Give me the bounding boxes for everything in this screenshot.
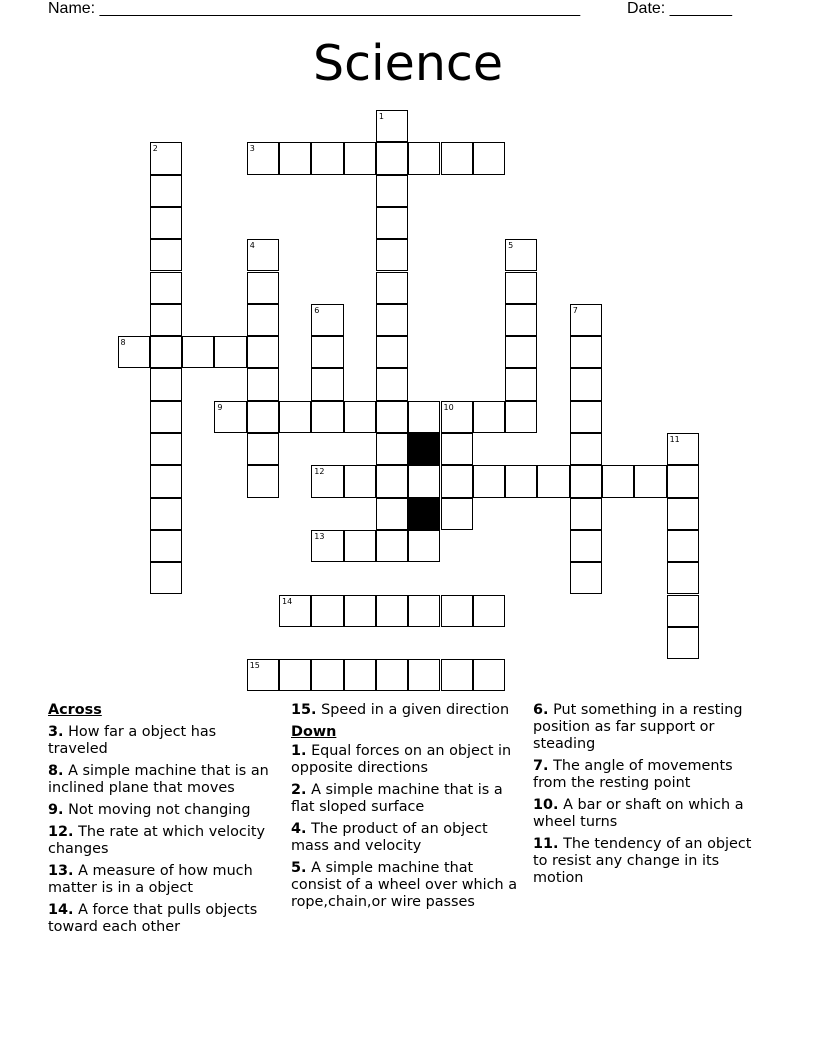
crossword-cell[interactable] <box>570 433 602 465</box>
crossword-cell[interactable] <box>441 465 473 497</box>
crossword-cell[interactable] <box>344 142 376 174</box>
crossword-cell[interactable] <box>150 530 182 562</box>
crossword-cell[interactable] <box>667 465 699 497</box>
crossword-cell[interactable] <box>376 368 408 400</box>
crossword-cell[interactable] <box>570 465 602 497</box>
crossword-cell[interactable] <box>376 498 408 530</box>
crossword-cell[interactable] <box>311 304 343 336</box>
clue-number: 3 <box>249 144 255 154</box>
down-clue: 10. A bar or shaft on which a wheel turns <box>533 797 744 830</box>
crossword-cell[interactable] <box>570 530 602 562</box>
clue-number: 4 <box>249 241 255 251</box>
page-title: Science <box>313 35 503 92</box>
crossword-cell[interactable] <box>408 659 440 691</box>
crossword-cell[interactable] <box>473 595 505 627</box>
clue-number: 14 <box>282 596 293 606</box>
crossword-cell[interactable] <box>667 433 699 465</box>
crossword-cell[interactable] <box>247 433 279 465</box>
crossword-cell[interactable] <box>150 304 182 336</box>
crossword-cell[interactable] <box>311 465 343 497</box>
crossword-cell[interactable] <box>376 272 408 304</box>
across-clue: 9. Not moving not changing <box>48 802 251 818</box>
crossword-cell[interactable] <box>279 595 311 627</box>
crossword-cell[interactable] <box>602 465 634 497</box>
crossword-cell[interactable] <box>376 142 408 174</box>
crossword-cell[interactable] <box>311 368 343 400</box>
crossword-cell[interactable] <box>537 465 569 497</box>
crossword-cell[interactable] <box>247 465 279 497</box>
name-field[interactable]: ______________________________________________________ <box>99 0 581 17</box>
crossword-cell[interactable] <box>376 239 408 271</box>
clue-number: 7 <box>572 305 578 315</box>
crossword-cell[interactable] <box>344 595 376 627</box>
clue-column-2 <box>291 702 523 916</box>
crossword-cell[interactable] <box>344 659 376 691</box>
crossword-cell[interactable] <box>376 595 408 627</box>
down-heading: Down <box>291 724 337 740</box>
crossword-cell[interactable] <box>344 465 376 497</box>
crossword-cell[interactable] <box>505 368 537 400</box>
down-clue: 5. A simple machine that consist of a wheel over which a rope,chain,or wire passes <box>291 860 518 910</box>
blocked-cell <box>408 498 440 530</box>
crossword-cell[interactable] <box>376 110 408 142</box>
crossword-cell[interactable] <box>473 401 505 433</box>
crossword-cell[interactable] <box>408 465 440 497</box>
clue-number: 1 <box>378 112 384 121</box>
crossword-cell[interactable] <box>150 239 182 271</box>
crossword-cell[interactable] <box>408 530 440 562</box>
clue-number: 2 <box>152 144 158 154</box>
crossword-cell[interactable] <box>441 142 473 174</box>
crossword-cell[interactable] <box>441 498 473 530</box>
crossword-cell[interactable] <box>279 142 311 174</box>
clue-number: 5 <box>508 241 514 251</box>
crossword-cell[interactable] <box>505 304 537 336</box>
crossword-cell[interactable] <box>150 433 182 465</box>
crossword-cell[interactable] <box>247 304 279 336</box>
crossword-cell[interactable] <box>667 627 699 659</box>
crossword-cell[interactable] <box>441 401 473 433</box>
name-label: Name: <box>48 0 96 17</box>
across-clue: 13. A measure of how much matter is in a object <box>48 863 253 896</box>
down-clue: 6. Put something in a resting position as far support or steading <box>533 702 743 752</box>
crossword-cell[interactable] <box>570 562 602 594</box>
crossword-cell[interactable] <box>570 401 602 433</box>
crossword-cell[interactable] <box>505 272 537 304</box>
crossword-cell[interactable] <box>473 465 505 497</box>
crossword-cell[interactable] <box>634 465 666 497</box>
down-clue: 4. The product of an object mass and velocity <box>291 821 488 854</box>
crossword-cell[interactable] <box>408 142 440 174</box>
down-clue: 7. The angle of movements from the resting point <box>533 758 733 791</box>
crossword-cell[interactable] <box>311 659 343 691</box>
crossword-cell[interactable] <box>279 659 311 691</box>
crossword-cell[interactable] <box>505 239 537 271</box>
crossword-cell[interactable] <box>118 336 150 368</box>
clue-number: 10 <box>443 402 454 412</box>
crossword-cell[interactable] <box>667 530 699 562</box>
crossword-cell[interactable] <box>247 659 279 691</box>
crossword-cell[interactable] <box>311 530 343 562</box>
across-heading: Across <box>48 702 102 718</box>
down-clue: 11. The tendency of an object to resist any change in its motion <box>533 836 752 886</box>
clue-number: 9 <box>217 402 223 412</box>
crossword-cell[interactable] <box>344 530 376 562</box>
crossword-cell[interactable] <box>150 207 182 239</box>
crossword-cell[interactable] <box>376 659 408 691</box>
crossword-cell[interactable] <box>473 659 505 691</box>
crossword-cell[interactable] <box>376 401 408 433</box>
crossword-cell[interactable] <box>247 142 279 174</box>
crossword-cell[interactable] <box>247 336 279 368</box>
crossword-cell[interactable] <box>150 401 182 433</box>
crossword-cell[interactable] <box>182 336 214 368</box>
clue-column-3 <box>533 702 765 892</box>
crossword-cell[interactable] <box>376 336 408 368</box>
crossword-cell[interactable] <box>570 336 602 368</box>
date-label: Date: <box>627 0 666 17</box>
clue-number: 15 <box>249 661 260 671</box>
clue-number: 6 <box>314 305 320 315</box>
crossword-cell[interactable] <box>214 336 246 368</box>
across-clue: 8. A simple machine that is an inclined plane that moves <box>48 763 269 796</box>
across-clue: 15. Speed in a given direction <box>291 702 510 718</box>
clue-number: 8 <box>120 338 126 348</box>
crossword-cell[interactable] <box>214 401 246 433</box>
crossword-cell[interactable] <box>376 530 408 562</box>
crossword-cell[interactable] <box>570 498 602 530</box>
crossword-cell[interactable] <box>667 595 699 627</box>
crossword-cell[interactable] <box>150 142 182 174</box>
crossword-cell[interactable] <box>311 595 343 627</box>
crossword-cell[interactable] <box>505 401 537 433</box>
crossword-cell[interactable] <box>247 239 279 271</box>
across-clue: 3. How far a object has traveled <box>48 724 217 757</box>
down-clue: 1. Equal forces on an object in opposite directions <box>291 743 512 776</box>
crossword-cell[interactable] <box>311 142 343 174</box>
crossword-cell[interactable] <box>376 304 408 336</box>
crossword-cell[interactable] <box>150 465 182 497</box>
crossword-cell[interactable] <box>247 272 279 304</box>
crossword-cell[interactable] <box>570 304 602 336</box>
crossword-cell[interactable] <box>667 498 699 530</box>
crossword-cell[interactable] <box>441 659 473 691</box>
clue-column-1 <box>48 702 280 941</box>
crossword-cell[interactable] <box>667 562 699 594</box>
crossword-cell[interactable] <box>376 433 408 465</box>
crossword-cell[interactable] <box>376 175 408 207</box>
crossword-cell[interactable] <box>505 465 537 497</box>
crossword-cell[interactable] <box>150 562 182 594</box>
crossword-cell[interactable] <box>311 336 343 368</box>
crossword-cell[interactable] <box>473 142 505 174</box>
clue-number: 13 <box>314 531 325 541</box>
crossword-cell[interactable] <box>150 175 182 207</box>
down-clue: 2. A simple machine that is a flat sloped surface <box>291 782 503 815</box>
blocked-cell <box>408 433 440 465</box>
crossword-cell[interactable] <box>279 401 311 433</box>
crossword-cell[interactable] <box>247 368 279 400</box>
across-clue: 14. A force that pulls objects toward each other <box>48 902 258 935</box>
crossword-cell[interactable] <box>344 401 376 433</box>
crossword-cell[interactable] <box>376 207 408 239</box>
crossword-cell[interactable] <box>311 401 343 433</box>
crossword-cell[interactable] <box>376 465 408 497</box>
crossword-cell[interactable] <box>247 401 279 433</box>
crossword-cell[interactable] <box>570 368 602 400</box>
crossword-cell[interactable] <box>505 336 537 368</box>
crossword-cell[interactable] <box>441 595 473 627</box>
crossword-cell[interactable] <box>408 595 440 627</box>
crossword-cell[interactable] <box>408 401 440 433</box>
crossword-cell[interactable] <box>441 433 473 465</box>
clue-number: 12 <box>314 467 325 477</box>
date-field[interactable]: _______ <box>669 0 732 17</box>
crossword-cell[interactable] <box>150 368 182 400</box>
crossword-cell[interactable] <box>150 336 182 368</box>
crossword-cell[interactable] <box>150 272 182 304</box>
clue-number: 11 <box>669 435 680 444</box>
crossword-cell[interactable] <box>150 498 182 530</box>
across-clue: 12. The rate at which velocity changes <box>48 824 265 857</box>
